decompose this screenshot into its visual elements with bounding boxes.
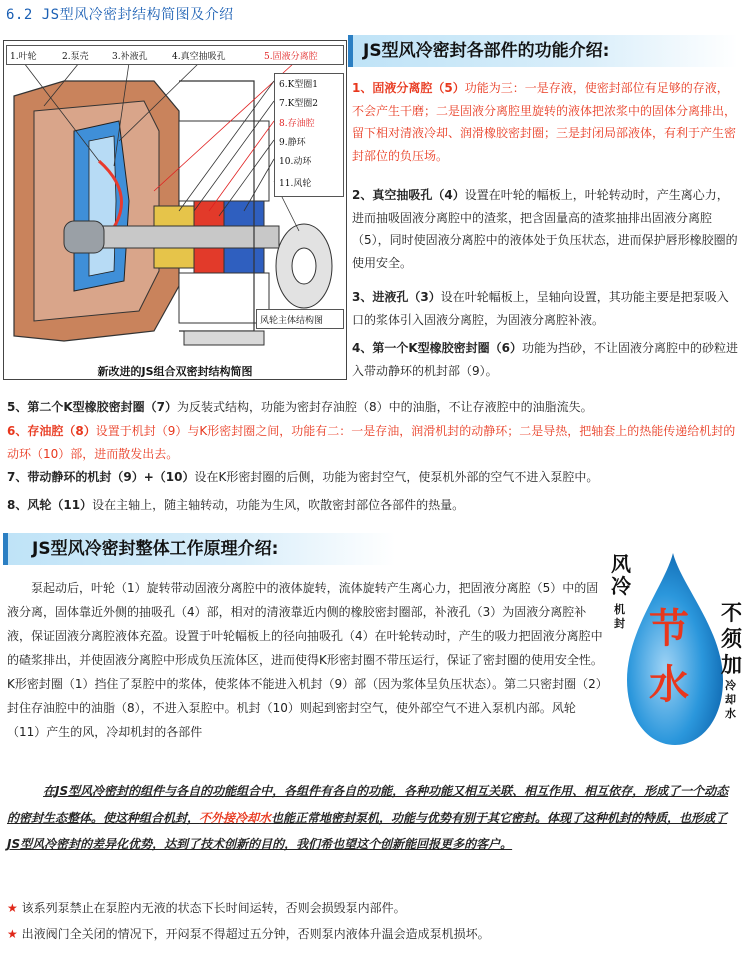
working-principle-text: 泵起动后，叶轮（1）旋转带动固液分离腔中的液体旋转，流体旋转产生离心力，把固液分离腔（5）中的固液分离，固体靠近外侧的抽吸孔（4）部，相对的清液靠近内侧的橡胶密封圈部，补液孔（3）为固液分离腔补液，保证固液分离腔液体充盈。设置于叶轮幅板上的径向抽吸孔（4）在叶轮转动时，产生的吸力把固液分离腔中的碴浆排出，并使固液分离腔中形成负压流体区，进而使得K形密封圈不带压运行，保证了密封圈的使用安全性。K形密封圈（1）挡住了泵腔中的浆体，使浆体不能进入机封（9）部（因为浆体呈负压状态）。第二只密封圈（2）封住存油腔中的油脂（8），不进入泵腔中。机封（10）则起到密封空气，使外部空气不进入泵机内部。风轮（11）产生的风，冷却机封的各部件: [7, 581, 603, 739]
star-icon: ★: [7, 927, 22, 941]
star-icon: ★: [7, 901, 22, 915]
part-4-title: 4、第一个K型橡胶密封圈（6）: [352, 341, 522, 355]
callout-fan: 11.风轮: [279, 179, 312, 189]
callout-oil-chamber: 8.存油腔: [279, 119, 315, 129]
part-7-mechanical-seal: [7, 466, 737, 489]
part-2-text: 设置在叶轮的幅板上，叶轮转动时，产生离心力，进而抽吸固液分离腔中的渣浆，把含固量高的渣浆抽排出固液分离腔（5），同时使固液分离腔中的液体处于负压状态，进而保护唇形橡胶圈的使用安全。: [352, 188, 738, 270]
part-1-title: 1、固液分离腔（5）: [352, 81, 465, 95]
callout-impeller: 1.叶轮: [10, 52, 37, 62]
fan-structure-label: 风轮主体结构图: [260, 316, 324, 326]
part-5-title: 5、第二个K型橡胶密封圈（7）: [7, 400, 177, 414]
part-6-text: 设置于机封（9）与K形密封圈之间，功能有二：一是存油，润滑机封的动静环；二是导热，把轴套上的热能传递给机封的动环（10）部，进而散发出去。: [7, 424, 736, 461]
part-5-text: 为反装式结构，功能为密封存油腔（8）中的油脂，不让存液腔中的油脂流失。: [177, 400, 593, 414]
working-principle-banner: JS型风冷密封整体工作原理介绍:: [3, 533, 395, 565]
warning-note-1-text: 该系列泵禁止在泵腔内无液的状态下长时间运转，否则会损毁泵内部件。: [21, 901, 406, 915]
callout-vacuum-hole: 4.真空抽吸孔: [172, 52, 226, 62]
water-saving-logo: [605, 545, 744, 770]
warning-note-1: [7, 899, 406, 916]
logo-left-text: 风冷: [611, 552, 631, 598]
logo-big-jie: 节: [649, 606, 689, 652]
summary-pre: 在JS型风冷密封的组件与各自的功能组合中，各组件有各自的功能，各种功能又相互关联、相互作用、相互依存，形成了一个动态的密封生态整体。使这种组合机封，: [7, 784, 729, 825]
seal-structure-diagram: [3, 40, 347, 380]
part-4-text: 功能为挡砂，不让固液分离腔中的砂粒进入带动静环的机封部（9）。: [352, 341, 739, 378]
part-6-oil-chamber: [7, 420, 739, 465]
parts-function-banner: JS型风冷密封各部件的功能介绍:: [348, 35, 738, 67]
callout-refill-hole: 3.补液孔: [112, 52, 148, 62]
part-4-k-ring-1: [352, 337, 740, 382]
summary-highlight: 不外接冷却水: [199, 810, 272, 825]
part-1-separation-chamber: [352, 77, 740, 167]
logo-right-text: 不须加: [721, 600, 742, 677]
summary-paragraph: [7, 778, 739, 858]
callout-k-ring-1: 6.K型圈1: [279, 80, 319, 90]
logo-right-small: 冷却水: [725, 679, 736, 720]
warning-note-2-text: 出液阀门全关闭的情况下，开闷泵不得超过五分钟，否则泵内液体升温会造成泵机损坏。: [21, 927, 490, 941]
warning-note-2: [7, 925, 490, 942]
callout-static-ring: 9.静环: [279, 138, 306, 148]
part-8-title: 8、风轮（11）: [7, 498, 93, 512]
logo-left-small: 机封: [614, 603, 625, 630]
callout-k-ring-2: 7.K型圈2: [279, 99, 319, 109]
callout-dynamic-ring: 10.动环: [279, 157, 312, 167]
part-3-title: 3、进液孔（3）: [352, 290, 441, 304]
callout-casing: 2.泵壳: [62, 52, 89, 62]
part-7-text: 设在K形密封圈的后侧，功能为密封空气，使泵机外部的空气不进入泵腔中。: [194, 470, 599, 484]
part-2-vacuum-hole: [352, 184, 740, 274]
part-7-title: 7、带动静环的机封（9）+（10）: [7, 470, 195, 484]
part-6-title: 6、存油腔（8）: [7, 424, 96, 438]
part-8-fan: [7, 494, 737, 517]
diagram-caption: 新改进的JS组合双密封结构简图: [97, 365, 253, 378]
part-3-inlet-hole: [352, 286, 740, 331]
callout-separation-chamber: 5.固液分离腔: [264, 52, 318, 62]
part-2-title: 2、真空抽吸孔（4）: [352, 188, 465, 202]
logo-big-shui: 水: [649, 662, 689, 708]
part-3-text: 设在叶轮幅板上，呈轴向设置，其功能主要是把泵吸入口的浆体引入固液分离腔，为固液分离腔补液。: [352, 290, 729, 327]
part-1-text: 功能为三：一是存液，使密封部位有足够的存液，不会产生干磨；二是固液分离腔里旋转的液体把浓浆中的固体分离排出，留下相对清液冷却、润滑橡胶密封圈；三是封闭局部液体，有利于产生密封部位的负压场。: [352, 81, 737, 163]
part-5-k-ring-2: [7, 396, 737, 419]
section-title: 6.2 JS型风冷密封结构简图及介绍: [6, 7, 234, 23]
part-8-text: 设在主轴上，随主轴转动，功能为生风，吹散密封部位各部件的热量。: [92, 498, 465, 512]
summary-post: 也能正常地密封泵机，功能与优势有别于其它密封。体现了这种机封的特质，也形成了JS型风冷密封的差异化优势，达到了技术创新的目的，我们希也望这个创新能回报更多的客户。: [7, 810, 728, 851]
